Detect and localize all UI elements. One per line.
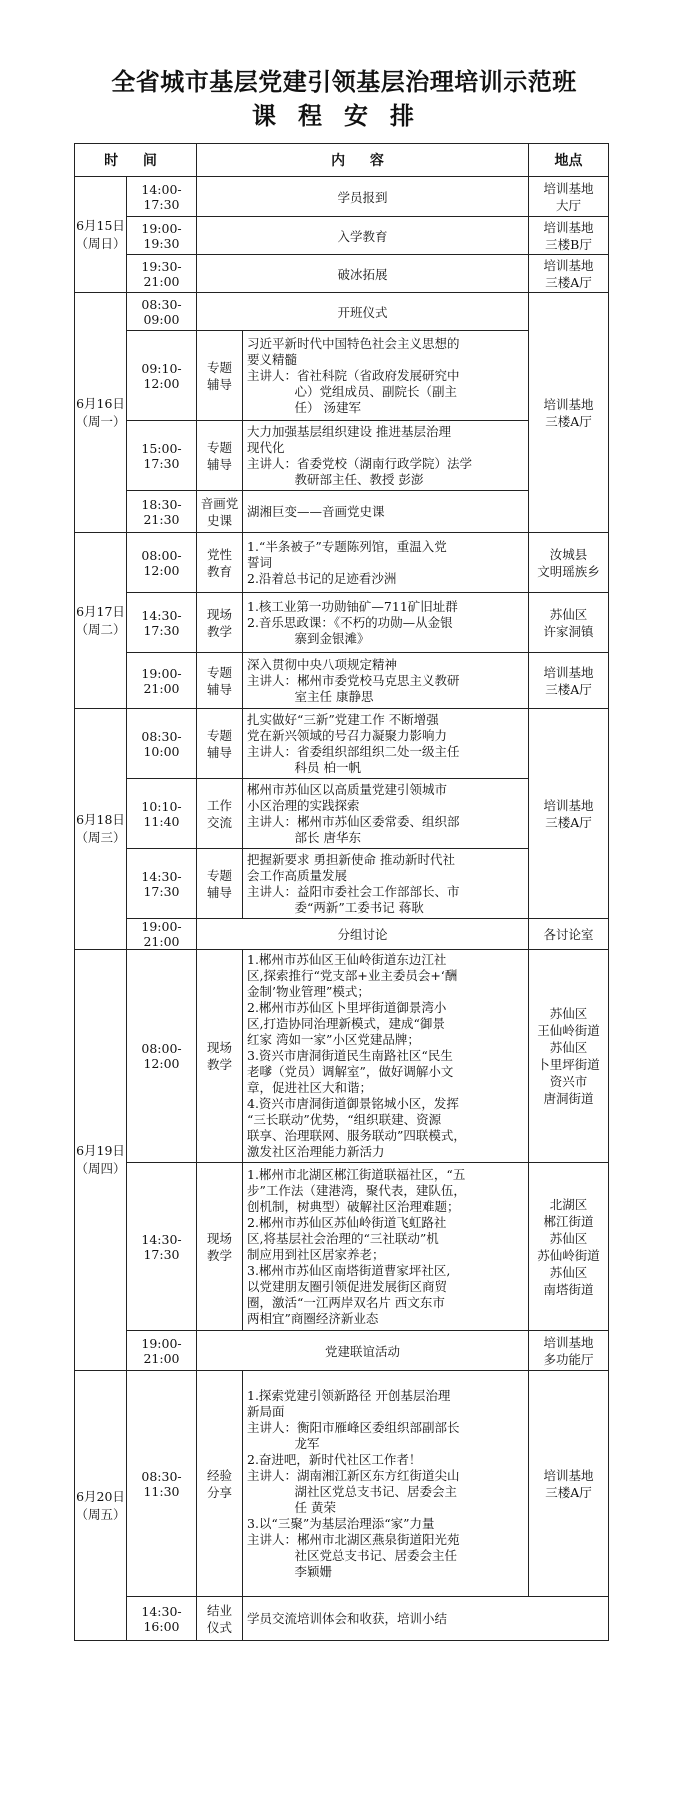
category-cell: 经验 分享	[197, 1371, 243, 1597]
table-row	[75, 849, 609, 919]
table-row	[75, 255, 609, 293]
time-cell: 08:30-11:30	[127, 1371, 197, 1597]
category-cell: 专题 辅导	[197, 709, 243, 779]
category-cell: 现场 教学	[197, 593, 243, 653]
location-cell: 培训基地 三楼A厅	[529, 293, 609, 533]
content-cell: 1.“半条被子”专题陈列馆，重温入党 誓词 2.沿着总书记的足迹看沙洲	[243, 533, 529, 593]
table-row	[75, 1163, 609, 1331]
time-cell: 14:30-17:30	[127, 1163, 197, 1331]
location-cell: 培训基地 三楼A厅	[529, 709, 609, 919]
category-cell: 现场 教学	[197, 1163, 243, 1331]
content-cell: 大力加强基层组织建设 推进基层治理 现代化 主讲人：省委党校（湖南行政学院）法学 教研部主任、教授 彭澎	[243, 421, 529, 491]
time-cell: 19:00-21:00	[127, 653, 197, 709]
time-cell: 14:30-16:00	[127, 1597, 197, 1641]
content-cell: 入学教育	[197, 217, 529, 255]
date-cell: 6月17日 （周二）	[75, 533, 127, 709]
category-cell: 专题 辅导	[197, 849, 243, 919]
header-row	[75, 144, 609, 177]
table-row	[75, 950, 609, 1163]
content-cell: 深入贯彻中央八项规定精神 主讲人：郴州市委党校马克思主义教研 室主任 康静思	[243, 653, 529, 709]
table-row	[75, 293, 609, 331]
category-cell: 专题 辅导	[197, 421, 243, 491]
content-cell: 破冰拓展	[197, 255, 529, 293]
date-cell: 6月16日 （周一）	[75, 293, 127, 533]
date-cell: 6月20日 （周五）	[75, 1371, 127, 1641]
table-row	[75, 653, 609, 709]
table-row	[75, 177, 609, 217]
content-cell: 郴州市苏仙区以高质量党建引领城市 小区治理的实践探索 主讲人：郴州市苏仙区委常委、组织部 部长 唐华东	[243, 779, 529, 849]
table-row	[75, 709, 609, 779]
date-cell: 6月15日 （周日）	[75, 177, 127, 293]
location-cell: 苏仙区 许家洞镇	[529, 593, 609, 653]
table-row	[75, 421, 609, 491]
category-cell: 音画党 史课	[197, 491, 243, 533]
content-cell: 1.郴州市苏仙区王仙岭街道东边江社 区,探索推行“党支部+业主委员会+‘酬 金制’物业管理”模式； 2.郴州市苏仙区卜里坪街道御景湾小 区,打造协同治理新模式，建成“御景 红家 湾如一家”小区党建品牌； 3.资兴市唐洞街道民生南路社区“民生 老嗲（党员）调解室”，做好调解小文 章，促进社区大和谐； 4.资兴市唐洞街道御景铭城小区，发挥 “三长联动”优势，“组织联建、资源 联享、治理联网、服务联动”四联模式， 激发社区治理能力新活力	[243, 950, 529, 1163]
time-cell: 08:30-09:00	[127, 293, 197, 331]
time-cell: 15:00-17:30	[127, 421, 197, 491]
table-row	[75, 919, 609, 950]
content-cell: 学员报到	[197, 177, 529, 217]
time-cell: 19:00-21:00	[127, 1331, 197, 1371]
table-row	[75, 1371, 609, 1597]
time-cell: 14:30-17:30	[127, 593, 197, 653]
content-cell: 1.郴州市北湖区郴江街道联福社区，“五 步”工作法（建港湾，聚代表，建队伍， 创机制，树典型）破解社区治理难题； 2.郴州市苏仙区苏仙岭街道飞虹路社 区,将基层社会治理的“三社联动”机 制应用到社区居家养老； 3.郴州市苏仙区南塔街道曹家坪社区, 以党建朋友圈引领促进发展街区商贸 圈，激活“一江两岸双名片 西文东市 两相宜”商圈经济新业态	[243, 1163, 529, 1331]
time-cell: 18:30-21:30	[127, 491, 197, 533]
time-cell: 14:30-17:30	[127, 849, 197, 919]
time-cell: 19:00-19:30	[127, 217, 197, 255]
content-cell: 1.探索党建引领新路径 开创基层治理 新局面 主讲人：衡阳市雁峰区委组织部副部长 龙军 2.奋进吧，新时代社区工作者！ 主讲人：湖南湘江新区东方红街道尖山 湖社区党总支书记、居委会主 任 黄荣 3.以“三聚”为基层治理添“家”力量 主讲人：郴州市北湖区燕泉街道阳光苑 社区党总支书记、居委会主任 李颖姗	[243, 1371, 529, 1597]
location-cell: 汝城县 文明瑶族乡	[529, 533, 609, 593]
category-cell: 结业 仪式	[197, 1597, 243, 1641]
table-row	[75, 1597, 609, 1641]
content-cell: 学员交流培训体会和收获，培训小结	[243, 1597, 609, 1641]
time-cell: 09:10-12:00	[127, 331, 197, 421]
content-cell: 开班仪式	[197, 293, 529, 331]
header-content: 内 容	[197, 144, 529, 177]
category-cell: 工作 交流	[197, 779, 243, 849]
content-cell: 分组讨论	[197, 919, 529, 950]
location-cell: 培训基地 三楼B厅	[529, 217, 609, 255]
location-cell: 培训基地 大厅	[529, 177, 609, 217]
table-row	[75, 533, 609, 593]
content-cell: 1.核工业第一功勋铀矿—711矿旧址群 2.音乐思政课：《不朽的功勋—从金银 寨到金银滩》	[243, 593, 529, 653]
location-cell: 培训基地 三楼A厅	[529, 255, 609, 293]
time-cell: 08:30-10:00	[127, 709, 197, 779]
table-row	[75, 593, 609, 653]
table-row	[75, 491, 609, 533]
table-row	[75, 1331, 609, 1371]
table-row	[75, 779, 609, 849]
location-cell: 各讨论室	[529, 919, 609, 950]
header-time: 时 间	[75, 144, 197, 177]
time-cell: 08:00-12:00	[127, 533, 197, 593]
time-cell: 10:10-11:40	[127, 779, 197, 849]
category-cell: 党性 教育	[197, 533, 243, 593]
title: 全省城市基层党建引领基层治理培训示范班	[111, 67, 577, 96]
location-cell: 苏仙区 王仙岭街道 苏仙区 卜里坪街道 资兴市 唐洞街道	[529, 950, 609, 1163]
content-cell: 把握新要求 勇担新使命 推动新时代社 会工作高质量发展 主讲人：益阳市委社会工作部部长、市 委“两新”工委书记 蒋耿	[243, 849, 529, 919]
category-cell: 专题 辅导	[197, 331, 243, 421]
location-cell: 北湖区 郴江街道 苏仙区 苏仙岭街道 苏仙区 南塔街道	[529, 1163, 609, 1331]
location-cell: 培训基地 三楼A厅	[529, 653, 609, 709]
schedule-table	[74, 143, 609, 1641]
time-cell: 19:30-21:00	[127, 255, 197, 293]
time-cell: 14:00-17:30	[127, 177, 197, 217]
category-cell: 现场 教学	[197, 950, 243, 1163]
table-row	[75, 331, 609, 421]
date-cell: 6月19日 （周四）	[75, 950, 127, 1371]
date-cell: 6月18日 （周三）	[75, 709, 127, 950]
location-cell: 培训基地 多功能厅	[529, 1331, 609, 1371]
content-cell: 习近平新时代中国特色社会主义思想的 要义精髓 主讲人：省社科院（省政府发展研究中 心）党组成员、副院长（副主 任） 汤建军	[243, 331, 529, 421]
time-cell: 08:00-12:00	[127, 950, 197, 1163]
category-cell: 专题 辅导	[197, 653, 243, 709]
subtitle: 课程安排	[252, 101, 436, 130]
header-location: 地点	[529, 144, 609, 177]
time-cell: 19:00-21:00	[127, 919, 197, 950]
content-cell: 党建联谊活动	[197, 1331, 529, 1371]
content-cell: 扎实做好“三新”党建工作 不断增强 党在新兴领域的号召力凝聚力影响力 主讲人：省委组织部组织二处一级主任 科员 柏一帆	[243, 709, 529, 779]
content-cell: 湖湘巨变——音画党史课	[243, 491, 529, 533]
table-row	[75, 217, 609, 255]
location-cell: 培训基地 三楼A厅	[529, 1371, 609, 1597]
